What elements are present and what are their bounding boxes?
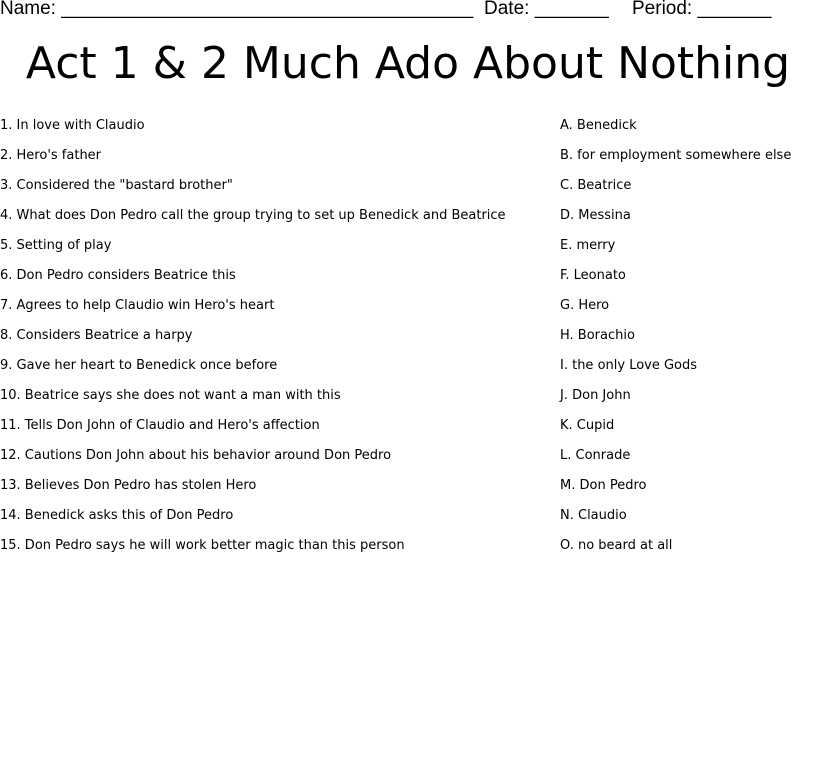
question-item: 9. Gave her heart to Benedick once before	[0, 358, 278, 373]
answer-item: E. merry	[560, 238, 616, 253]
answer-item: O. no beard at all	[560, 538, 673, 553]
answer-item: G. Hero	[560, 298, 610, 313]
answer-item: F. Leonato	[560, 268, 626, 283]
question-item: 10. Beatrice says she does not want a man with this	[0, 388, 341, 403]
question-item: 6. Don Pedro considers Beatrice this	[0, 268, 236, 283]
answer-item: M. Don Pedro	[560, 478, 647, 493]
question-item: 8. Considers Beatrice a harpy	[0, 328, 193, 343]
page-title: Act 1 & 2 Much Ado About Nothing	[25, 38, 791, 89]
answer-item: N. Claudio	[560, 508, 627, 523]
answer-item: B. for employment somewhere else	[560, 148, 792, 163]
question-item: 7. Agrees to help Claudio win Hero's heart	[0, 298, 275, 313]
name-field: Name: _______________________________________	[0, 0, 474, 19]
answer-item: H. Borachio	[560, 328, 635, 343]
answer-item: D. Messina	[560, 208, 631, 223]
question-item: 1. In love with Claudio	[0, 118, 145, 133]
question-item: 5. Setting of play	[0, 238, 112, 253]
answer-item: C. Beatrice	[560, 178, 632, 193]
question-item: 11. Tells Don John of Claudio and Hero's affection	[0, 418, 320, 433]
answer-item: K. Cupid	[560, 418, 615, 433]
answer-item: J. Don John	[560, 388, 631, 403]
question-item: 12. Cautions Don John about his behavior around Don Pedro	[0, 448, 392, 463]
period-field: Period: _______	[632, 0, 772, 19]
answer-item: A. Benedick	[560, 118, 637, 133]
answer-item: I. the only Love Gods	[560, 358, 698, 373]
answer-item: L. Conrade	[560, 448, 631, 463]
question-item: 2. Hero's father	[0, 148, 102, 163]
question-item: 3. Considered the "bastard brother"	[0, 178, 233, 193]
question-item: 14. Benedick asks this of Don Pedro	[0, 508, 234, 523]
question-item: 4. What does Don Pedro call the group trying to set up Benedick and Beatrice	[0, 208, 506, 223]
question-list	[0, 116, 548, 566]
answer-list	[560, 116, 810, 566]
worksheet-header	[0, 0, 816, 22]
question-item: 13. Believes Don Pedro has stolen Hero	[0, 478, 257, 493]
date-field: Date: _______	[484, 0, 609, 19]
question-item: 15. Don Pedro says he will work better magic than this person	[0, 538, 405, 553]
